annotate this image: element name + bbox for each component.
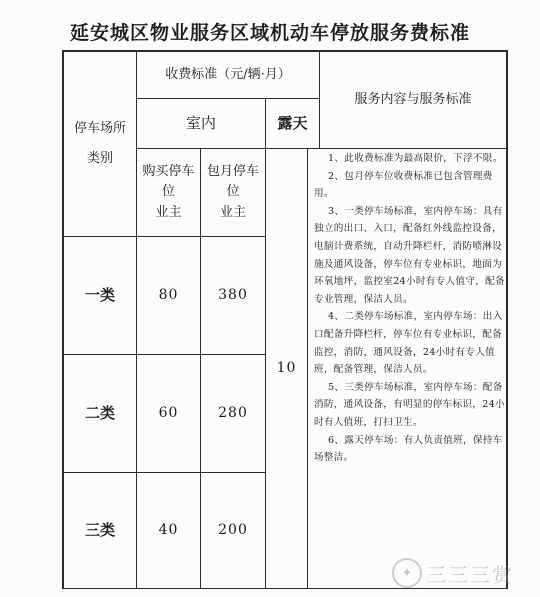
note-item: 5、三类停车场标准，室内停车场：配备消防，通风设备，有明显的停车标识，24小时有人值班，打扫卫生。 (314, 381, 505, 428)
category-header (64, 52, 136, 236)
note-item: 1、此收费标准为最高限价，下浮不限。 (328, 153, 503, 164)
outdoor-header: 露天 (277, 113, 308, 132)
category-2-monthly-fee: 280 (218, 404, 248, 421)
category-3-purchase-fee: 40 (158, 521, 179, 538)
watermark-text: 三三三赏 (426, 562, 514, 587)
watermark (392, 556, 537, 590)
purchase-space-header (137, 149, 200, 236)
document-title: 延安城区物业服务区域机动车停放服务费标准 (69, 22, 470, 44)
circle-logo-icon: ✦ (392, 558, 422, 588)
category-1-monthly-fee: 380 (218, 286, 248, 303)
monthly-space-header (201, 149, 265, 236)
note-item: 2、包月停车位收费标准已包含管理费用。 (314, 170, 493, 200)
purchase-header-line1: 购买停车位 (142, 164, 195, 200)
category-1-label: 一类 (84, 285, 115, 304)
category-2-purchase-fee: 60 (158, 404, 179, 421)
service-content-header: 服务内容与服务标准 (354, 91, 472, 107)
monthly-header-line1: 包月停车位 (206, 164, 259, 200)
service-notes (314, 150, 506, 590)
note-item: 4、二类停车场标准，室内停车场：出入口配备升降栏杆，停车位有专业标识，配备监控，消防，通风设备，24小时有专人值班，配备管理，保洁人员。 (314, 311, 503, 376)
table-border-right (506, 50, 508, 589)
rule-col-4-bottom (307, 148, 308, 589)
purchase-header-line2: 业主 (155, 204, 182, 220)
note-item: 3、一类停车场标准，室内停车场：具有独立的出口、入口，配备红外线监控设备，电脑计费系统，自动升降栏杆，消防喷淋设施及通风设备，停车位有专业标识，地面为环氧地坪，监控室24小时有专人值守，配备专业管理，保洁人员。 (314, 205, 505, 305)
indoor-header: 室内 (185, 113, 216, 132)
note-item: 6、露天停车场：有人负责值班，保持车场整洁。 (314, 434, 503, 464)
category-1-purchase-fee: 80 (158, 286, 179, 303)
category-header-line2: 类别 (86, 151, 113, 166)
outdoor-fee-value: 10 (276, 359, 297, 376)
category-header-line1: 停车场所 (73, 120, 126, 136)
category-2-label: 二类 (84, 403, 115, 422)
monthly-header-line2: 业主 (219, 204, 246, 220)
fee-standard-header: 收费标准（元/辆·月） (165, 66, 291, 82)
category-3-label: 三类 (84, 520, 115, 539)
category-3-monthly-fee: 200 (218, 521, 248, 538)
